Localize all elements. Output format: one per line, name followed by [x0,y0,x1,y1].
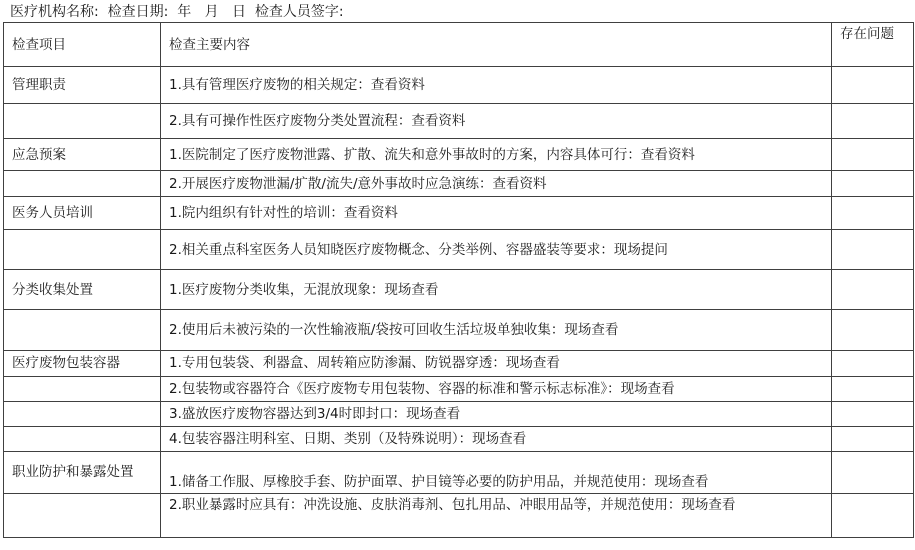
content-cell: 2.使用后未被污染的一次性输液瓶/袋按可回收生活垃圾单独收集：现场查看 [161,310,832,350]
issues-cell[interactable] [832,139,914,171]
item-cell: 医疗废物包装容器 [4,350,161,376]
issues-cell[interactable] [832,270,914,310]
column-header-content: 检查主要内容 [161,23,832,67]
issues-cell[interactable] [832,67,914,104]
item-cell: 管理职责 [4,67,161,104]
table-row [4,451,914,493]
table-row [4,493,914,537]
table-row [4,171,914,197]
table-row [4,310,914,350]
day-label: 日 [231,4,246,20]
content-cell: 4.包装容器注明科室、日期、类别（及特殊说明）：现场查看 [161,426,832,451]
content-cell: 1.具有管理医疗废物的相关规定：查看资料 [161,67,832,104]
item-cell [4,493,161,537]
table-row [4,376,914,401]
table-row [4,426,914,451]
issues-cell[interactable] [832,493,914,537]
content-cell: 1.院内组织有针对性的培训：查看资料 [161,197,832,230]
item-cell [4,376,161,401]
content-cell: 2.包装物或容器符合《医疗废物专用包装物、容器的标准和警示标志标准》：现场查看 [161,376,832,401]
item-cell [4,401,161,426]
content-cell: 1.专用包装袋、利器盒、周转箱应防渗漏、防锐器穿透：现场查看 [161,350,832,376]
inspector-signature-label: 检查人员签字: [254,4,344,20]
table-row [4,230,914,270]
item-cell [4,426,161,451]
item-cell: 分类收集处置 [4,270,161,310]
table-row [4,104,914,139]
month-label: 月 [204,4,219,20]
table-row [4,197,914,230]
content-cell: 2.开展医疗废物泄漏/扩散/流失/意外事故时应急演练：查看资料 [161,171,832,197]
content-cell: 2.具有可操作性医疗废物分类处置流程：查看资料 [161,104,832,139]
content-cell: 2.职业暴露时应具有：冲洗设施、皮肤消毒剂、包扎用品、冲眼用品等，并规范使用：现场查看 [161,493,832,537]
issues-cell[interactable] [832,171,914,197]
issues-cell[interactable] [832,197,914,230]
issues-cell[interactable] [832,426,914,451]
issues-cell[interactable] [832,376,914,401]
item-cell [4,104,161,139]
item-cell: 医务人员培训 [4,197,161,230]
inspection-date-label: 检查日期: [107,4,169,20]
issues-cell[interactable] [832,104,914,139]
content-cell: 3.盛放医疗废物容器达到3/4时即封口：现场查看 [161,401,832,426]
issues-cell[interactable] [832,230,914,270]
table-row [4,139,914,171]
item-cell: 职业防护和暴露处置 [4,451,161,493]
table-row [4,270,914,310]
item-cell [4,310,161,350]
inspection-table [3,22,914,538]
column-header-issues: 存在问题 [832,23,914,67]
item-cell [4,230,161,270]
issues-cell[interactable] [832,350,914,376]
content-cell: 1.储备工作服、厚橡胶手套、防护面罩、护目镜等必要的防护用品，并规范使用：现场查看 [161,451,832,493]
form-header [10,2,344,22]
year-label: 年 [177,4,192,20]
table-row [4,401,914,426]
column-header-item: 检查项目 [4,23,161,67]
institution-label: 医疗机构名称: [10,4,99,20]
table-row [4,350,914,376]
table-header-row [4,23,914,67]
issues-cell[interactable] [832,401,914,426]
issues-cell[interactable] [832,310,914,350]
content-cell: 1.医院制定了医疗废物泄露、扩散、流失和意外事故时的方案，内容具体可行：查看资料 [161,139,832,171]
item-cell: 应急预案 [4,139,161,171]
content-cell: 2.相关重点科室医务人员知晓医疗废物概念、分类举例、容器盛装等要求：现场提问 [161,230,832,270]
issues-cell[interactable] [832,451,914,493]
content-cell: 1.医疗废物分类收集，无混放现象：现场查看 [161,270,832,310]
item-cell [4,171,161,197]
table-row [4,67,914,104]
